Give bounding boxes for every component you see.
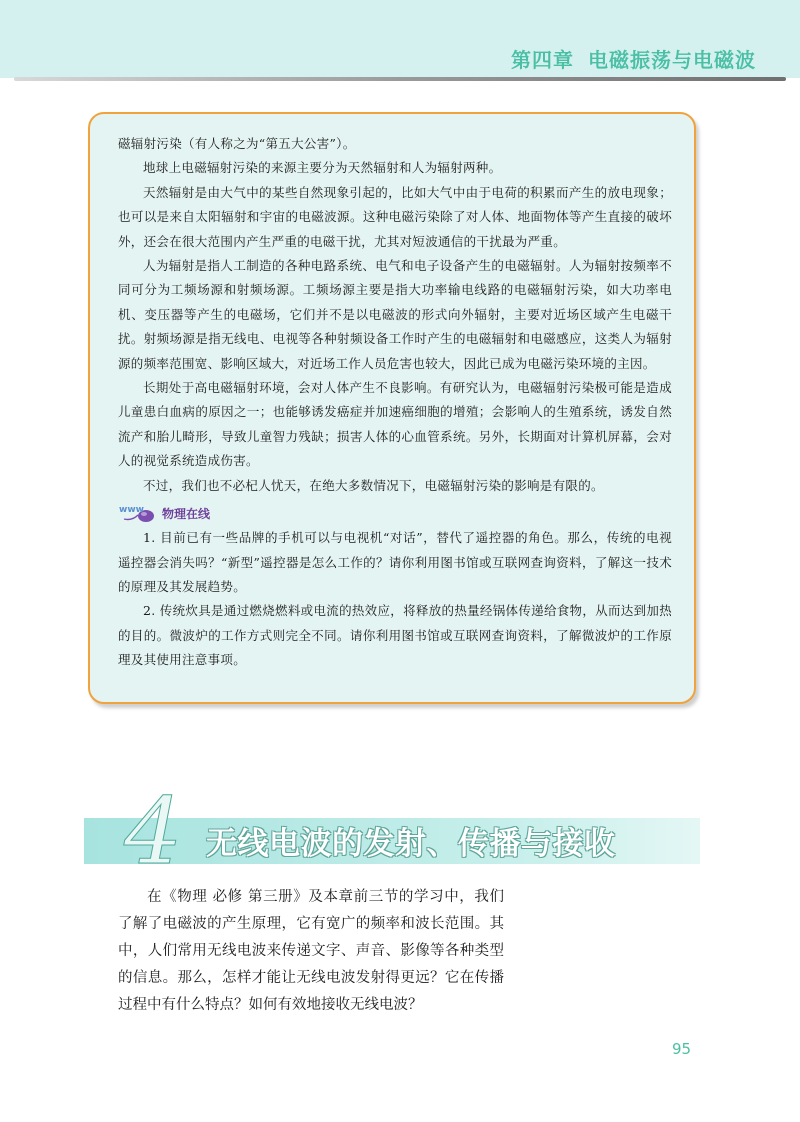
- online-item: 1. 目前已有一些品牌的手机可以与电视机“对话”，替代了遥控器的角色。那么，传统的电视遥控器会消失吗？“新型”遥控器是怎么工作的？请你利用图书馆或互联网查询资料，了解这一技术的原理及其发展趋势。: [118, 530, 672, 594]
- chapter-name: 电磁振荡与电磁波: [588, 48, 756, 72]
- chapter-title: [511, 44, 756, 73]
- www-text: www: [119, 505, 144, 516]
- reading-paragraph: 地球上电磁辐射污染的来源主要分为天然辐射和人为辐射两种。: [143, 160, 502, 176]
- reading-paragraph: 长期处于高电磁辐射环境，会对人体产生不良影响。有研究认为，电磁辐射污染极可能是造成儿童患白血病的原因之一；也能够诱发癌症并加速癌细胞的增殖；会影响人的生殖系统，诱发自然流产和胎儿畸形，导致儿童智力残缺；损害人体的心血管系统。另外，长期面对计算机屏幕，会对人的视觉系统造成伤害。: [118, 380, 672, 469]
- reading-paragraph: 人为辐射是指人工制造的各种电路系统、电气和电子设备产生的电磁辐射。人为辐射按频率不同可分为工频场源和射频场源。工频场源主要是指大功率输电线路的电磁辐射污染，如大功率电机、变压器等产生的电磁场，它们并不是以电磁波的形式向外辐射，主要对近场区域产生电磁干扰。射频场源是指无线电、电视等各种射频设备工作时产生的电磁辐射和电磁感应，这类人为辐射源的频率范围宽、影响区域大，对近场工作人员危害也较大，因此已成为电磁污染环境的主因。: [118, 258, 672, 371]
- www-mouse-icon: [118, 502, 156, 524]
- physics-online-title: 物理在线: [162, 506, 211, 521]
- section-number: 4: [124, 778, 183, 885]
- section-title: 无线电波的发射、传播与接收: [206, 826, 616, 862]
- reading-paragraph: 不过，我们也不必杞人忧天，在绝大多数情况下，电磁辐射污染的影响是有限的。: [143, 477, 604, 493]
- header-rule: [14, 77, 786, 81]
- section-intro: 在《物理 必修 第三册》及本章前三节的学习中，我们了解了电磁波的产生原理，它有宽广的频率和波长范围。其中，人们常用无线电波来传递文字、声音、影像等各种类型的信息。那么，怎样才能让无线电波发射得更远？它在传播过程中有什么特点？如何有效地接收无线电波？: [118, 889, 504, 1013]
- online-item: 2. 传统炊具是通过燃烧燃料或电流的热效应，将释放的热量经锅体传递给食物，从而达到加热的目的。微波炉的工作方式则完全不同。请你利用图书馆或互联网查询资料，了解微波炉的工作原理及其使用注意事项。: [118, 603, 672, 668]
- reading-box: [88, 112, 696, 704]
- reading-paragraph: 磁辐射污染（有人称之为“第五大公害”）。: [118, 136, 356, 151]
- page-number: 95: [672, 1040, 692, 1058]
- chapter-number: 第四章: [511, 48, 574, 72]
- physics-online-header: [118, 500, 672, 526]
- reading-paragraph: 天然辐射是由大气中的某些自然现象引起的，比如大气中由于电荷的积累而产生的放电现象；也可以是来自太阳辐射和宇宙的电磁波源。这种电磁污染除了对人体、地面物体等产生直接的破坏外，还会在很大范围内产生严重的电磁干扰，尤其对短波通信的干扰最为严重。: [118, 184, 672, 249]
- section-banner: [84, 778, 700, 885]
